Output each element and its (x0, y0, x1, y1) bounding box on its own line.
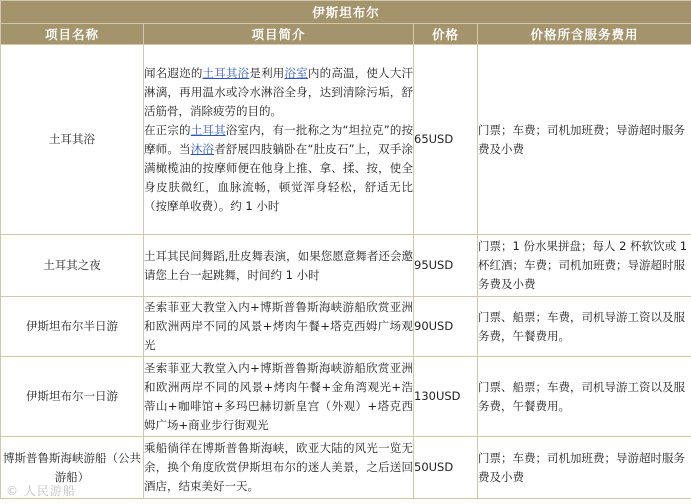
table-row (1, 45, 691, 235)
table-row (1, 297, 691, 357)
row-service: 门票；1 份水果拼盘；每人 2 杯软饮或 1 杯红酒；车费；司机加班费；导游超时服务费及小费 (478, 235, 691, 297)
row-price: 65USD (414, 45, 478, 235)
row-price: 130USD (414, 357, 478, 437)
row-intro: 圣索菲亚大教堂入内+博斯普鲁斯海峡游船欣赏亚洲和欧洲两岸不同的风景+烤肉午餐+金角湾观光+浩蒂山+咖啡馆+多玛巴赫切新皇宫（外观）+塔克西姆广场+商业步行街观光 (144, 357, 414, 437)
row-price: 90USD (414, 297, 478, 357)
table-row (1, 235, 691, 297)
row-price: 50USD (414, 437, 478, 499)
row-service: 门票、船票；车费，司机导游工资以及服务费，午餐费用。 (478, 357, 691, 437)
row-name: 博斯普鲁斯海峡游船（公共游船） (1, 437, 144, 499)
header-name: 项目名称 (1, 24, 144, 45)
intro-paragraph (144, 64, 413, 121)
table-title: 伊斯坦布尔 (1, 1, 691, 24)
watermark: © 人民游船 (6, 484, 76, 498)
link-bathroom[interactable]: 浴室 (284, 65, 308, 80)
row-name: 土耳其之夜 (1, 235, 144, 297)
header-service: 价格所含服务费用 (478, 24, 691, 45)
link-bathing[interactable]: 沐浴 (190, 141, 215, 156)
intro-text: 内的高温，使人大汗淋漓，再用温水或冷水淋浴全身，达到清除污垢，舒活筋骨，消除疲劳的目的。 (144, 65, 414, 118)
row-service: 门票；车费；司机加班费；导游超时服务费及小费 (478, 45, 691, 235)
row-intro: 圣索菲亚大教堂入内+博斯普鲁斯海峡游船欣赏亚洲和欧洲两岸不同的风景+烤肉午餐+塔克西姆广场观光 (144, 297, 414, 357)
header-price: 价格 (414, 24, 478, 45)
table-row (1, 357, 691, 437)
row-intro: 乘船徜徉在博斯普鲁斯海峡，欧亚大陆的风光一览无余，换个角度欣赏伊斯坦布尔的迷人美景，之后送回酒店，结束美好一天。 (144, 437, 414, 499)
row-service: 门票；车费；司机加班费；导游超时服务费及小费 (478, 437, 691, 499)
row-intro (144, 45, 414, 235)
link-turkish-bath[interactable]: 土耳其浴 (202, 65, 250, 80)
row-name: 伊斯坦布尔一日游 (1, 357, 144, 437)
row-name: 土耳其浴 (1, 45, 144, 235)
intro-text: 者舒展四肢躺卧在“肚皮石”上，双手涂满橄榄油的按摩师便在他身上推、拿、揉、按，使全身皮肤微红，血脉流畅，顿觉浑身轻松，舒适无比（按摩单收费）。约 1 小时 (144, 141, 414, 213)
row-intro: 土耳其民间舞蹈,肚皮舞表演，如果您愿意舞者还会邀请您上台一起跳舞，时间约 1 小时 (144, 235, 414, 297)
intro-text: 浴室内，有一批称之为“坦拉克”的按摩师。当 (144, 122, 414, 156)
intro-text: 在正宗的 (144, 122, 191, 137)
row-price: 95USD (414, 235, 478, 297)
header-intro: 项目简介 (144, 24, 414, 45)
table-header-row (1, 24, 691, 45)
table-row (1, 437, 691, 499)
row-name: 伊斯坦布尔半日游 (1, 297, 144, 357)
intro-text: 是利用 (249, 65, 285, 80)
link-turkey[interactable]: 土耳其 (190, 122, 226, 137)
intro-text: 闻名遐迩的 (144, 65, 203, 80)
table-title-row (1, 1, 691, 24)
intro-paragraph (144, 121, 413, 216)
row-service: 门票、船票；车费，司机导游工资以及服务费，午餐费用。 (478, 297, 691, 357)
